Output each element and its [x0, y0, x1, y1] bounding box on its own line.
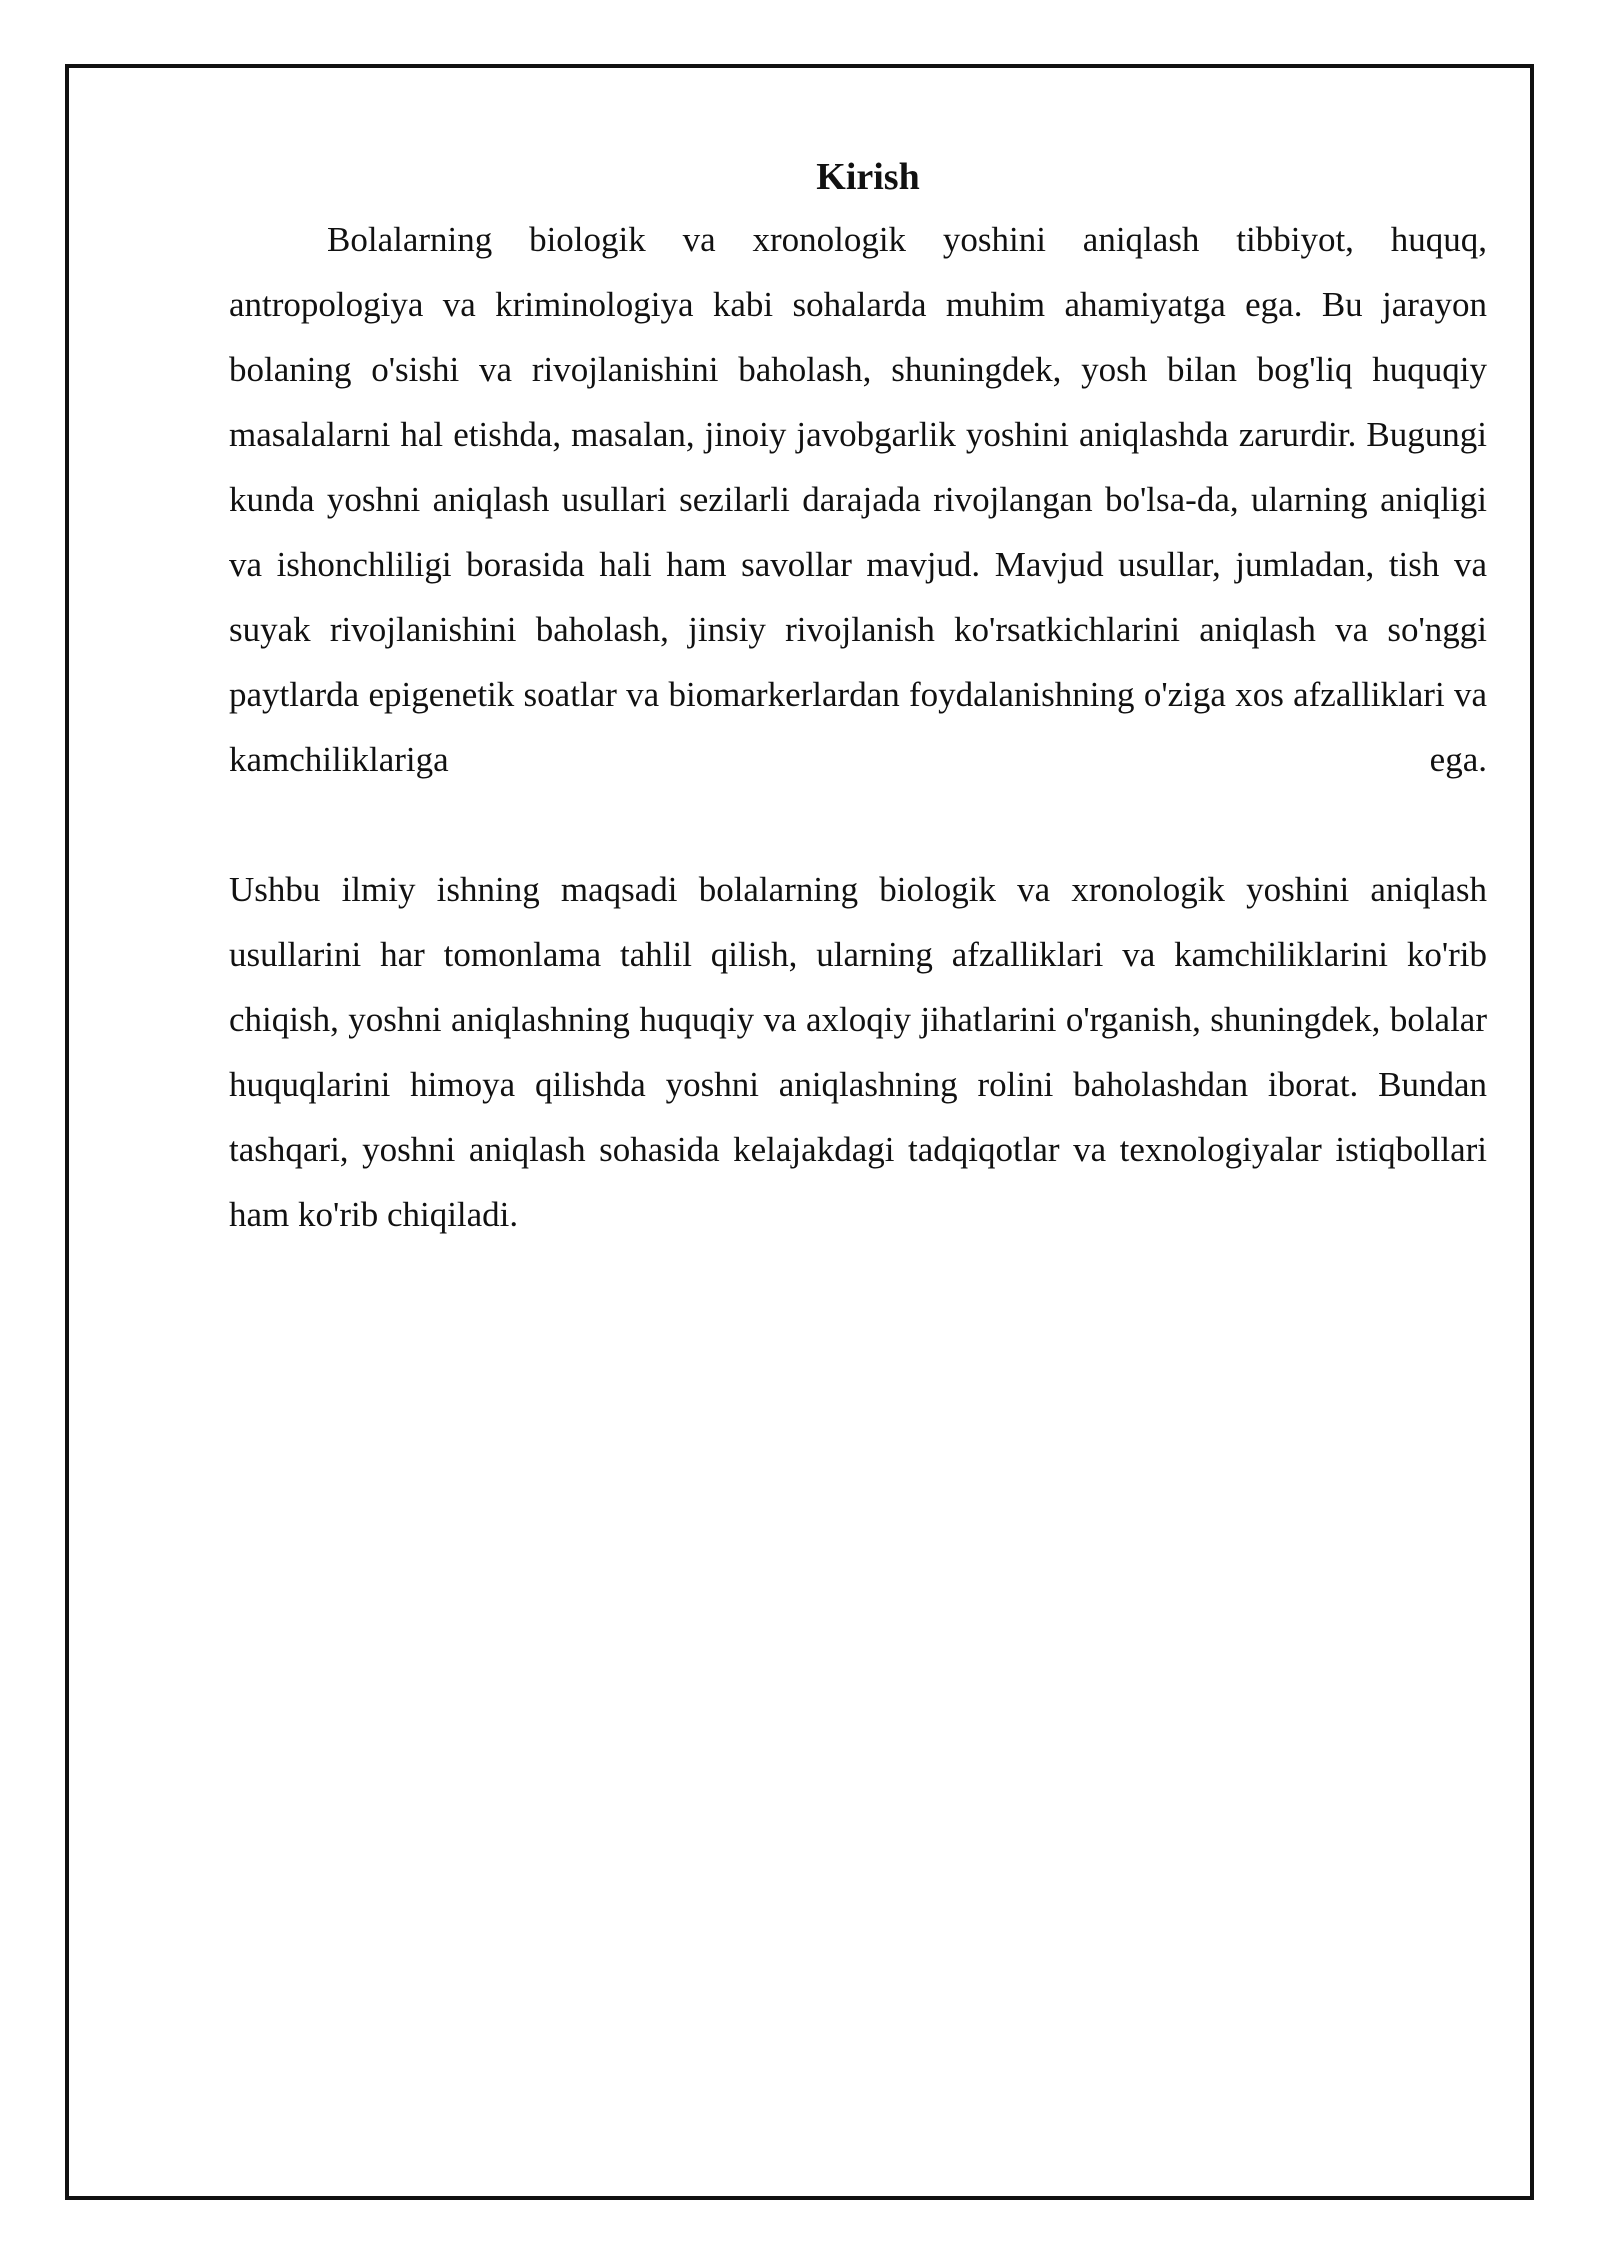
- document-body: [229, 147, 1487, 1247]
- paragraph-aim: Ushbu ilmiy ishning maqsadi bolalarning biologik va xronologik yoshini aniqlash usullarini har tomonlama tahlil qilish, ularning afzalliklari va kamchiliklarini ko'rib chiqish, yoshni aniqlashning huquqiy va axloqiy jihatlarini o'rganish, shuningdek, bolalar huquqlarini himoya qilishda yoshni aniqlashning rolini baholashdan iborat. Bundan tashqari, yoshni aniqlash sohasida kelajakdagi tadqiqotlar va texnologiyalar istiqbollari ham ko'rib chiqiladi.: [229, 870, 1487, 1234]
- document-title: Kirish: [816, 156, 920, 198]
- paragraph-spacer: [229, 792, 1487, 857]
- paragraph-intro: Bolalarning biologik va xronologik yoshini aniqlash tibbiyot, huquq, antropologiya va kriminologiya kabi sohalarda muhim ahamiyatga ega. Bu jarayon bolaning o'sishi va rivojlanishini baholash, shuningdek, yosh bilan bog'liq huquqiy masalalarni hal etishda, masalan, jinoiy javobgarlik yoshini aniqlashda zarurdir. Bugungi kunda yoshni aniqlash usullari sezilarli darajada rivojlangan bo'lsa-da, ularning aniqligi va ishonchliligi borasida hali ham savollar mavjud. Mavjud usullar, jumladan, tish va suyak rivojlanishini baholash, jinsiy rivojlanish ko'rsatkichlarini aniqlash va so'nggi paytlarda epigenetik soatlar va biomarkerlardan foydalanishning o'ziga xos afzalliklari va kamchiliklariga ega.: [229, 220, 1487, 779]
